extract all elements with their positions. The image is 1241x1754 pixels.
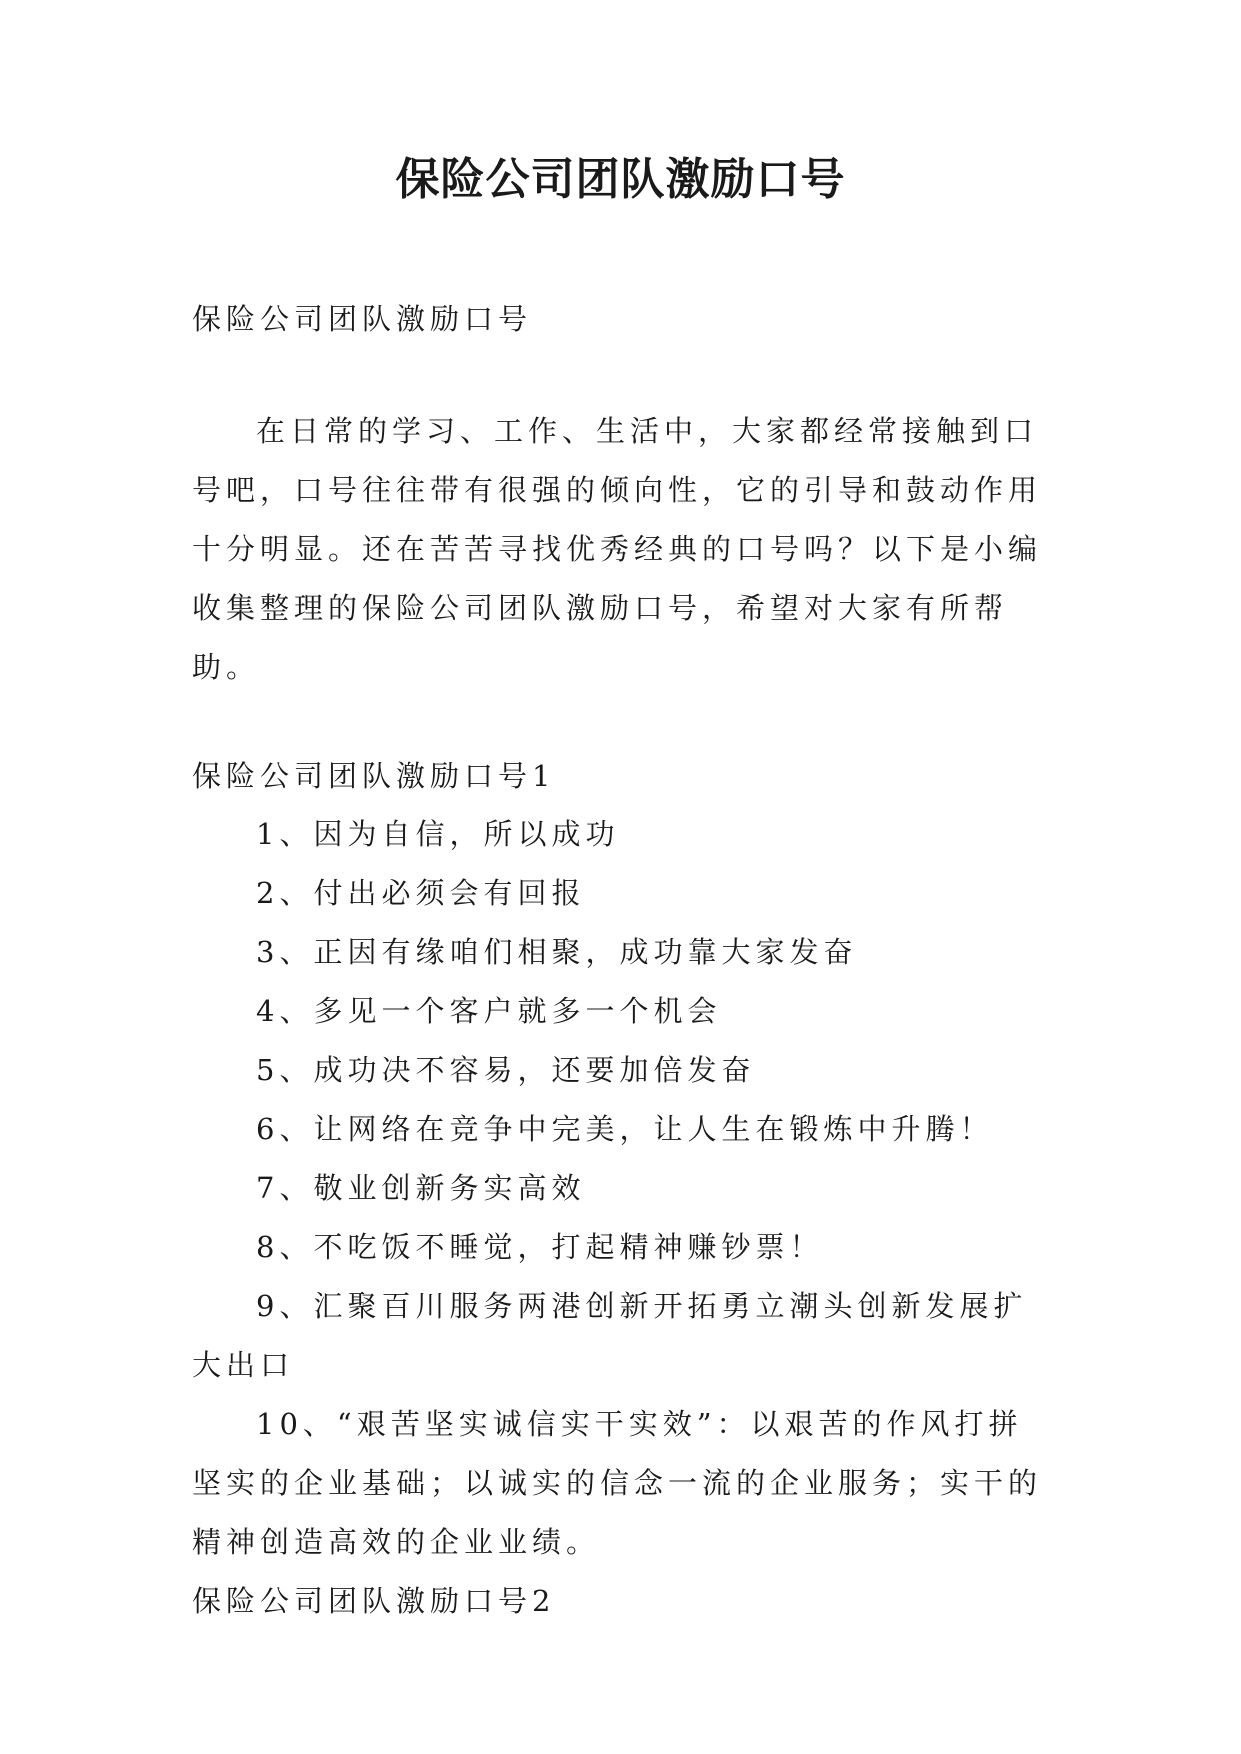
section-heading-1: 保险公司团队激励口号1 xyxy=(192,759,556,793)
slogan-list xyxy=(192,805,1054,1572)
slogan-item-3: 3、正因有缘咱们相聚，成功靠大家发奋 xyxy=(256,935,858,969)
intro-paragraph: 在日常的学习、工作、生活中，大家都经常接触到口号吧，口号往往带有很强的倾向性，它的引导和鼓动作用十分明显。还在苦苦寻找优秀经典的口号吗？以下是小编收集整理的保险公司团队激励口号，希望对大家有所帮助。 xyxy=(192,414,1043,684)
document-title: 保险公司团队激励口号 xyxy=(395,154,846,205)
slogan-item-10: 10、“艰苦坚实诚信实干实效”：以艰苦的作风打拼坚实的企业基础；以诚实的信念一流的企业服务；实干的精神创造高效的企业业绩。 xyxy=(192,1407,1043,1559)
slogan-item-8: 8、不吃饭不睡觉，打起精神赚钞票！ xyxy=(256,1230,824,1264)
slogan-item-1: 1、因为自信，所以成功 xyxy=(256,817,620,851)
slogan-item-7: 7、敬业创新务实高效 xyxy=(256,1171,586,1205)
section-heading-2: 保险公司团队激励口号2 xyxy=(192,1584,556,1618)
slogan-item-6: 6、让网络在竞争中完美，让人生在锻炼中升腾！ xyxy=(256,1112,994,1146)
slogan-item-4: 4、多见一个客户就多一个机会 xyxy=(256,994,722,1028)
slogan-item-9: 9、汇聚百川服务两港创新开拓勇立潮头创新发展扩大出口 xyxy=(192,1289,1028,1382)
document-body xyxy=(192,290,1054,1630)
slogan-item-2: 2、付出必须会有回报 xyxy=(256,876,586,910)
document-subtitle: 保险公司团队激励口号 xyxy=(192,302,533,336)
slogan-item-5: 5、成功决不容易，还要加倍发奋 xyxy=(256,1053,756,1087)
